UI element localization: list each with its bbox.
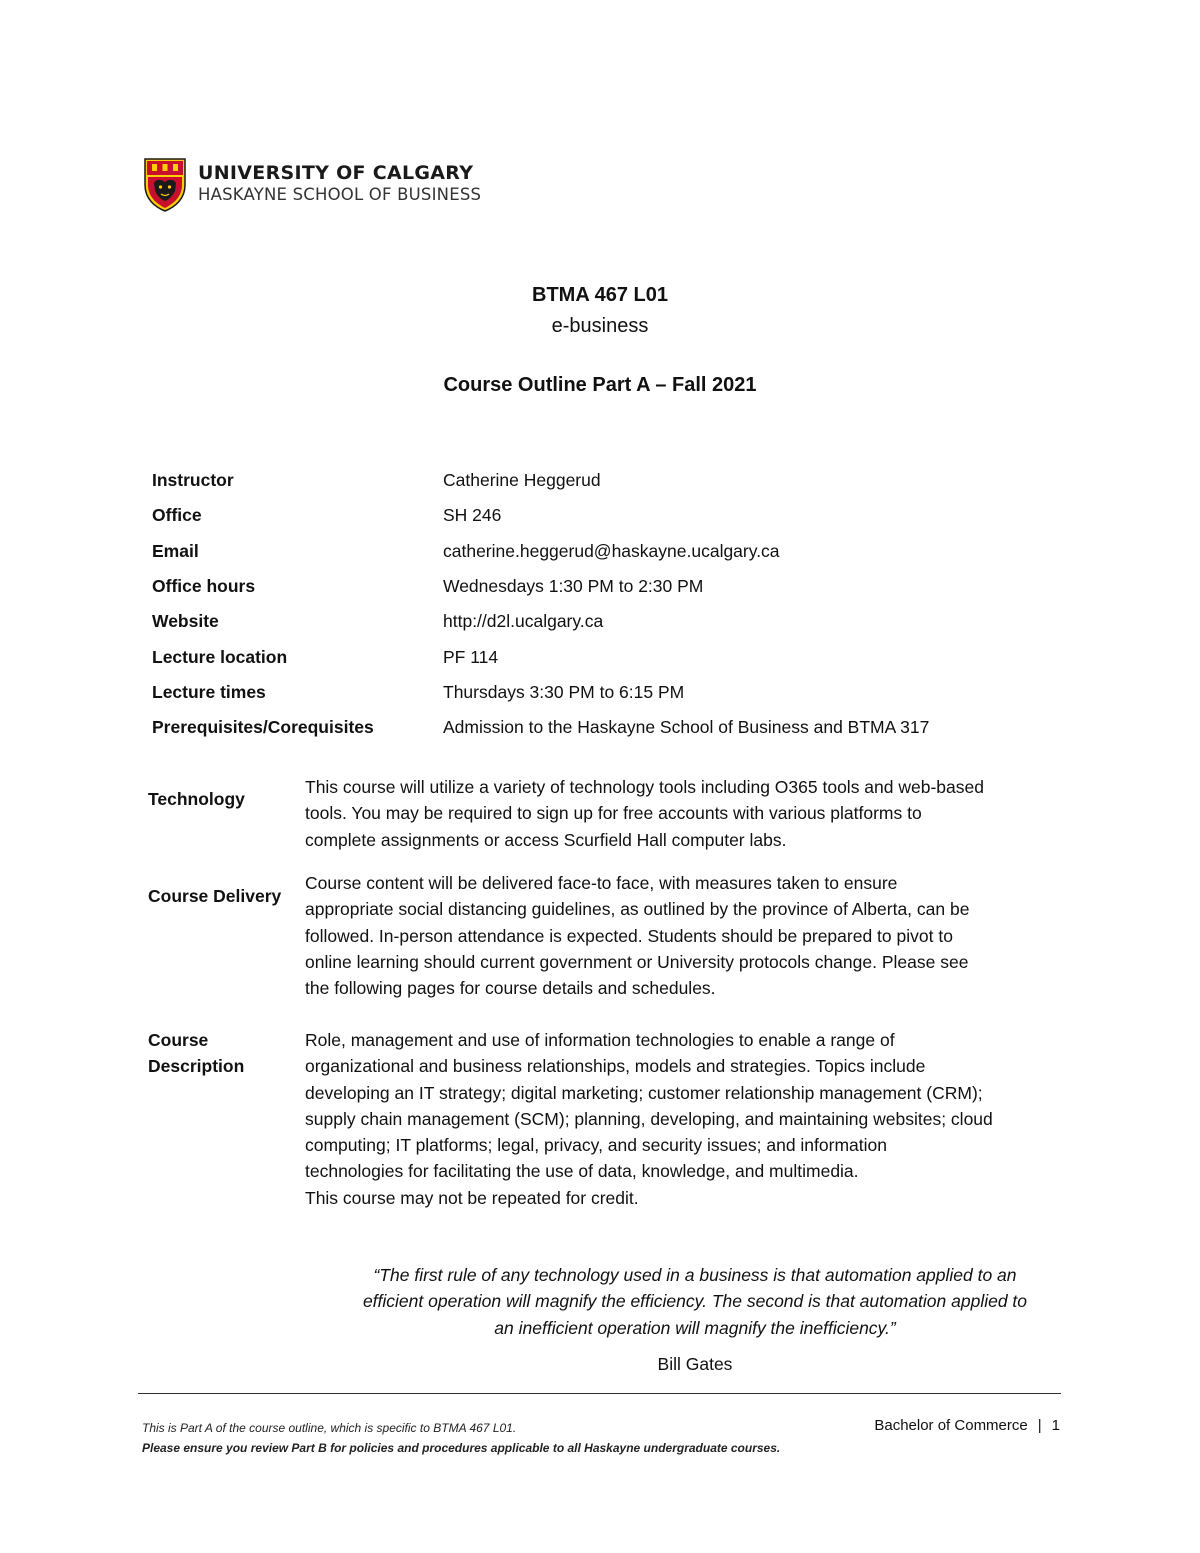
footer-divider xyxy=(138,1393,1061,1394)
university-crest-icon xyxy=(142,155,188,213)
footer-note-line: This is Part A of the course outline, which is specific to BTMA 467 L01. xyxy=(142,1421,517,1435)
body-line: organizational and business relationships, models and strategies. Topics include xyxy=(305,1056,926,1077)
info-value: PF 114 xyxy=(443,646,499,667)
info-label: Website xyxy=(152,611,219,632)
page-number: 1 xyxy=(1051,1417,1060,1434)
university-name: UNIVERSITY OF CALGARY xyxy=(198,162,474,185)
section-label xyxy=(148,1027,305,1211)
info-label: Email xyxy=(152,540,199,561)
university-logo xyxy=(142,155,481,213)
footer-page-info xyxy=(874,1417,1060,1434)
info-label: Lecture times xyxy=(152,681,266,702)
body-line: This course may not be repeated for credit. xyxy=(305,1187,639,1208)
body-line: followed. In-person attendance is expected. Students should be prepared to pivot to xyxy=(305,925,953,946)
technology-section xyxy=(148,774,1088,853)
body-line: appropriate social distancing guidelines, as outlined by the province of Alberta, can be xyxy=(305,899,970,920)
info-row-instructor xyxy=(152,463,1052,498)
info-label: Lecture location xyxy=(152,646,288,667)
info-row-lecture-times xyxy=(152,675,1052,710)
info-row-prerequisites xyxy=(152,710,1052,745)
footer-note xyxy=(142,1418,780,1458)
info-row-lecture-location xyxy=(152,639,1052,674)
info-value: Wednesdays 1:30 PM to 2:30 PM xyxy=(443,576,704,597)
info-row-website xyxy=(152,604,1052,639)
info-label: Office hours xyxy=(152,576,256,597)
quote-line: efficient operation will magnify the efficiency. The second is that automation applied to xyxy=(362,1291,1028,1312)
course-description-section xyxy=(148,1027,1088,1211)
outline-title: Course Outline Part A – Fall 2021 xyxy=(443,374,757,396)
body-line: technologies for facilitating the use of data, knowledge, and multimedia. xyxy=(305,1161,859,1182)
course-name: e-business xyxy=(551,315,649,337)
body-line: Course content will be delivered face-to face, with measures taken to ensure xyxy=(305,873,898,893)
email-link[interactable]: catherine.heggerud@haskayne.ucalgary.ca xyxy=(443,540,780,561)
quote xyxy=(300,1262,1090,1341)
body-line: complete assignments or access Scurfield Hall computer labs. xyxy=(305,829,787,850)
footer-note-line: Please ensure you review Part B for policies and procedures applicable to all Haskayne undergraduate courses. xyxy=(142,1441,781,1455)
body-line: online learning should current government or University protocols change. Please see xyxy=(305,951,969,972)
body-line: developing an IT strategy; digital marketing; customer relationship management (CRM); xyxy=(305,1082,983,1103)
info-row-email xyxy=(152,534,1052,569)
body-line: the following pages for course details and schedules. xyxy=(305,978,716,999)
course-code: BTMA 467 L01 xyxy=(532,284,668,306)
section-label-line: Course xyxy=(148,1030,209,1050)
info-row-office xyxy=(152,498,1052,533)
info-value: Catherine Heggerud xyxy=(443,470,601,491)
quote-line: “The first rule of any technology used in a business is that automation applied to an xyxy=(373,1265,1017,1285)
section-label-line: Description xyxy=(148,1056,245,1077)
course-delivery-section xyxy=(148,870,1088,1001)
body-line: This course will utilize a variety of technology tools including O365 tools and web-based xyxy=(305,777,984,797)
course-info-table xyxy=(152,463,1052,745)
quote-line: an inefficient operation will magnify the inefficiency.” xyxy=(494,1317,896,1338)
section-body xyxy=(305,870,1088,1001)
body-line: tools. You may be required to sign up for free accounts with various platforms to xyxy=(305,803,922,824)
school-name: HASKAYNE SCHOOL OF BUSINESS xyxy=(198,185,482,205)
body-line: computing; IT platforms; legal, privacy, and security issues; and information xyxy=(305,1135,887,1156)
quote-author: Bill Gates xyxy=(657,1354,733,1374)
program-name: Bachelor of Commerce xyxy=(874,1417,1028,1434)
section-body xyxy=(305,1027,1088,1211)
section-label: Technology xyxy=(148,789,245,809)
info-value: Admission to the Haskayne School of Business and BTMA 317 xyxy=(443,717,930,738)
section-body xyxy=(305,774,1088,853)
info-label: Instructor xyxy=(152,470,234,491)
info-value: SH 246 xyxy=(443,505,502,526)
info-value: Thursdays 3:30 PM to 6:15 PM xyxy=(443,681,685,702)
body-line: Role, management and use of information technologies to enable a range of xyxy=(305,1030,895,1050)
info-label: Prerequisites/Corequisites xyxy=(152,717,374,738)
body-line: supply chain management (SCM); planning, developing, and maintaining websites; cloud xyxy=(305,1108,993,1129)
footer-separator: | xyxy=(1037,1417,1042,1434)
section-label: Course Delivery xyxy=(148,886,282,906)
info-label: Office xyxy=(152,505,202,526)
info-row-office-hours xyxy=(152,569,1052,604)
website-link[interactable]: http://d2l.ucalgary.ca xyxy=(443,611,604,632)
